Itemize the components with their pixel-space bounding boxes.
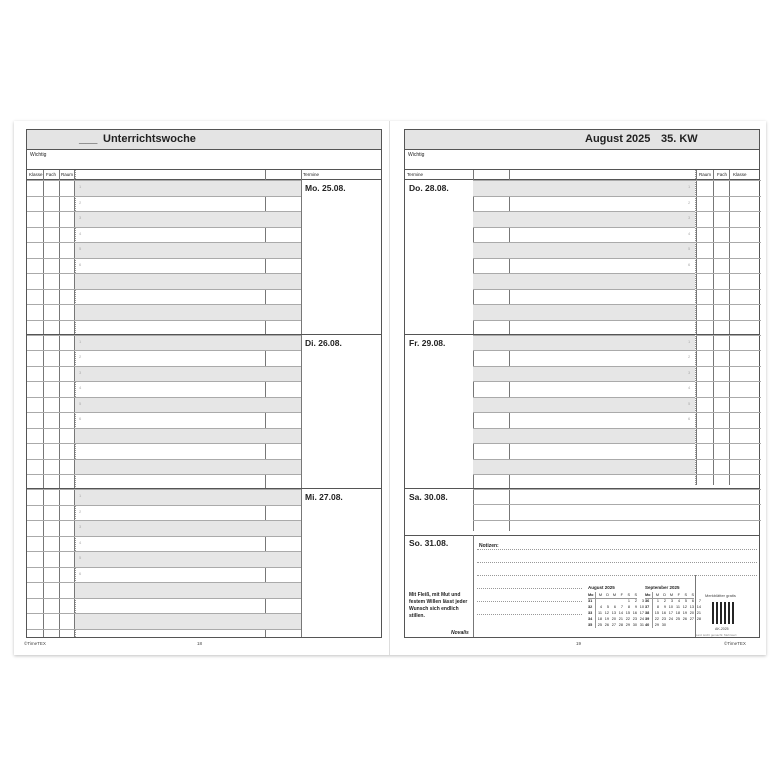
cal-week-number: 40 bbox=[645, 622, 652, 628]
wichtig-label: Wichtig bbox=[30, 152, 47, 158]
cal-day: 10 bbox=[668, 605, 673, 609]
week-number-blank[interactable]: ___ bbox=[79, 133, 98, 145]
lesson-number: 6 bbox=[79, 261, 82, 267]
lesson-row[interactable] bbox=[75, 381, 301, 397]
lesson-number: 3 bbox=[79, 369, 82, 375]
cal-day: 18 bbox=[675, 611, 680, 615]
column-header bbox=[405, 170, 759, 180]
lesson-row[interactable] bbox=[473, 397, 695, 413]
cal-day: 16 bbox=[661, 611, 666, 615]
lesson-row[interactable] bbox=[473, 289, 695, 305]
lesson-number: 4 bbox=[688, 230, 691, 236]
quote-author: Novalis bbox=[451, 630, 469, 636]
notes-line[interactable] bbox=[477, 562, 757, 563]
cal-day: 3 bbox=[641, 599, 644, 603]
lesson-row-meta[interactable] bbox=[27, 536, 75, 552]
day-label-tue: Di. 26.08. bbox=[305, 338, 342, 348]
lesson-row-meta[interactable] bbox=[27, 180, 75, 196]
lesson-row-meta[interactable] bbox=[696, 258, 761, 274]
lesson-row[interactable] bbox=[473, 273, 695, 289]
lesson-row-meta[interactable] bbox=[27, 350, 75, 366]
lesson-row-meta[interactable] bbox=[696, 289, 761, 305]
lesson-row-meta[interactable] bbox=[696, 227, 761, 243]
cal-header-cell: S bbox=[687, 592, 694, 598]
cal-day: 13 bbox=[611, 611, 616, 615]
cal-week-number: 37 bbox=[645, 604, 652, 610]
lesson-row[interactable] bbox=[75, 505, 301, 521]
cal-day: 29 bbox=[654, 623, 659, 627]
footer-brand: ©TimeTEX bbox=[724, 641, 746, 646]
cal-day bbox=[680, 622, 687, 628]
lesson-row-meta[interactable] bbox=[696, 304, 761, 320]
lesson-row[interactable] bbox=[473, 459, 695, 475]
lesson-row[interactable] bbox=[75, 258, 301, 274]
cal-day: 23 bbox=[632, 617, 637, 621]
lesson-number: 2 bbox=[79, 508, 82, 514]
lesson-number: 5 bbox=[79, 246, 82, 251]
lesson-row[interactable] bbox=[75, 289, 301, 305]
cal-day: 2 bbox=[663, 599, 666, 604]
col-raum: Raum bbox=[699, 172, 712, 177]
lesson-row[interactable] bbox=[75, 412, 301, 428]
cal-day: 29 bbox=[625, 623, 630, 627]
lesson-row-meta[interactable] bbox=[27, 412, 75, 428]
lesson-row[interactable] bbox=[75, 520, 301, 536]
lesson-row[interactable] bbox=[473, 350, 695, 366]
cal-day: 15 bbox=[654, 611, 659, 615]
cal-day: 7 bbox=[620, 605, 623, 609]
cal-day: 13 bbox=[689, 605, 694, 609]
week-number: 35. KW bbox=[661, 133, 698, 145]
day-separator bbox=[405, 334, 759, 335]
grid-line bbox=[301, 170, 302, 637]
lesson-row[interactable] bbox=[75, 180, 301, 196]
cal-day: 25 bbox=[597, 623, 602, 627]
notes-line[interactable] bbox=[477, 588, 582, 589]
cal-day: 20 bbox=[611, 617, 616, 621]
cal-day: 22 bbox=[654, 617, 659, 621]
lesson-row-meta[interactable] bbox=[27, 613, 75, 629]
lesson-row[interactable] bbox=[75, 366, 301, 382]
lesson-number: 4 bbox=[688, 385, 691, 390]
planner-spread bbox=[14, 121, 766, 655]
notizen-label: Notizen: bbox=[479, 543, 499, 549]
cal-day: 1 bbox=[627, 599, 630, 604]
col-fach: Fach bbox=[717, 172, 728, 177]
lesson-row[interactable] bbox=[473, 443, 695, 459]
cal-day: 14 bbox=[618, 611, 623, 615]
lesson-number: 3 bbox=[688, 369, 691, 375]
cal-day: 31 bbox=[639, 623, 644, 627]
cal-day: 19 bbox=[604, 617, 609, 621]
lesson-row-meta[interactable] bbox=[27, 381, 75, 397]
left-page bbox=[14, 121, 390, 655]
cal-day: 11 bbox=[598, 611, 602, 615]
day-label-wed: Mi. 27.08. bbox=[305, 492, 343, 502]
cal-day: 23 bbox=[661, 617, 666, 621]
lesson-row[interactable] bbox=[473, 381, 695, 397]
lesson-row[interactable] bbox=[75, 459, 301, 475]
cal-day bbox=[687, 622, 694, 628]
calendar-title: September 2025 bbox=[645, 585, 680, 590]
cal-day: 4 bbox=[677, 599, 680, 604]
lesson-row[interactable] bbox=[75, 489, 301, 505]
lesson-row[interactable] bbox=[473, 366, 695, 382]
cal-header-cell: S bbox=[623, 592, 630, 598]
cal-header-cell: F bbox=[673, 592, 680, 598]
lesson-number: 6 bbox=[79, 416, 82, 421]
lesson-row[interactable] bbox=[75, 582, 301, 598]
cal-day: 14 bbox=[696, 605, 701, 609]
lesson-row-meta[interactable] bbox=[27, 196, 75, 212]
day-label-thu: Do. 28.08. bbox=[409, 183, 449, 193]
cal-header-cell: M bbox=[595, 592, 602, 598]
col-klasse: Klasse bbox=[29, 172, 43, 177]
lesson-row-meta[interactable] bbox=[27, 598, 75, 614]
cal-day: 2 bbox=[634, 599, 637, 604]
lesson-row-meta[interactable] bbox=[27, 242, 75, 258]
notes-line[interactable] bbox=[477, 601, 582, 602]
cal-day: 8 bbox=[627, 605, 630, 609]
col-termine: Termine bbox=[303, 172, 320, 177]
cal-header-cell: Mo bbox=[588, 592, 594, 597]
page-number: 18 bbox=[197, 641, 203, 646]
lesson-row-meta[interactable] bbox=[696, 180, 761, 196]
lesson-row-meta[interactable] bbox=[27, 397, 75, 413]
small-print: Ganz leicht gemacht: Mehrwert bbox=[695, 633, 737, 637]
cal-week-number: 38 bbox=[645, 610, 652, 616]
lesson-row[interactable] bbox=[473, 211, 695, 227]
lesson-row[interactable] bbox=[75, 227, 301, 243]
lesson-number: 6 bbox=[688, 416, 691, 421]
lesson-row-meta[interactable] bbox=[27, 258, 75, 274]
lesson-row-meta[interactable] bbox=[27, 289, 75, 305]
lesson-row-meta[interactable] bbox=[27, 551, 75, 567]
quote-line: Mit Fleiß, mit Mut und bbox=[409, 592, 461, 598]
cal-header-cell: M bbox=[666, 592, 673, 598]
lesson-row[interactable] bbox=[473, 304, 695, 320]
lesson-number: 5 bbox=[688, 400, 691, 406]
lesson-row[interactable] bbox=[75, 335, 301, 351]
lesson-row[interactable] bbox=[75, 443, 301, 459]
lesson-row[interactable] bbox=[75, 304, 301, 320]
lesson-row-meta[interactable] bbox=[27, 304, 75, 320]
notes-line[interactable] bbox=[477, 575, 757, 576]
cal-day: 4 bbox=[599, 605, 602, 609]
saturday-row[interactable] bbox=[473, 489, 761, 505]
lesson-number: 5 bbox=[79, 555, 82, 560]
cal-day: 27 bbox=[611, 623, 616, 627]
quote-line: stillen. bbox=[409, 613, 425, 619]
day-label-sat: Sa. 30.08. bbox=[409, 492, 448, 502]
cal-week-number: 33 bbox=[588, 610, 595, 616]
cal-week-number: 35 bbox=[588, 622, 595, 628]
cal-day: 5 bbox=[684, 599, 687, 604]
week-header bbox=[27, 130, 381, 150]
cal-day: 28 bbox=[696, 617, 701, 621]
lesson-row[interactable] bbox=[75, 536, 301, 552]
lesson-number: 1 bbox=[79, 338, 82, 344]
cal-week-number: 34 bbox=[588, 616, 595, 622]
right-sheet bbox=[404, 129, 760, 638]
lesson-row[interactable] bbox=[473, 258, 695, 274]
lesson-number: 2 bbox=[79, 199, 82, 205]
lesson-row-meta[interactable] bbox=[696, 211, 761, 227]
lesson-row-meta[interactable] bbox=[696, 428, 761, 444]
notes-line[interactable] bbox=[477, 549, 757, 550]
cal-week-number: 31 bbox=[588, 598, 595, 604]
lesson-row[interactable] bbox=[473, 428, 695, 444]
cal-day: 8 bbox=[656, 605, 659, 609]
col-fach: Fach bbox=[46, 172, 57, 177]
cal-day: 30 bbox=[632, 623, 637, 627]
lesson-number: 2 bbox=[688, 199, 691, 205]
cal-header-cell: S bbox=[630, 592, 637, 598]
lesson-row-meta[interactable] bbox=[27, 582, 75, 598]
lesson-row[interactable] bbox=[473, 196, 695, 212]
cal-header-cell: D bbox=[602, 592, 609, 598]
lesson-row-meta[interactable] bbox=[27, 366, 75, 382]
cal-header-cell: Mo bbox=[645, 592, 651, 597]
cal-day: 17 bbox=[639, 611, 644, 615]
lesson-row[interactable] bbox=[75, 242, 301, 258]
wichtig-field[interactable] bbox=[405, 150, 759, 170]
lesson-number: 4 bbox=[79, 230, 82, 236]
cal-day: 5 bbox=[606, 605, 609, 609]
cal-day: 1 bbox=[656, 599, 659, 604]
cal-header-cell: M bbox=[652, 592, 659, 598]
cal-day: 7 bbox=[698, 599, 701, 603]
cal-header-cell: M bbox=[609, 592, 616, 598]
month-title: August 2025 bbox=[585, 133, 651, 145]
quote-line: festem Willen lässt jeder bbox=[409, 599, 468, 605]
lesson-number: 2 bbox=[79, 354, 82, 359]
lesson-row-meta[interactable] bbox=[27, 443, 75, 459]
lesson-row[interactable] bbox=[75, 211, 301, 227]
lesson-row-meta[interactable] bbox=[27, 428, 75, 444]
lesson-number: 4 bbox=[79, 385, 82, 390]
day-separator bbox=[27, 334, 381, 335]
lesson-row[interactable] bbox=[75, 629, 301, 645]
cal-day: 27 bbox=[689, 617, 694, 621]
cal-day: 6 bbox=[691, 599, 694, 604]
lesson-row[interactable] bbox=[473, 242, 695, 258]
lesson-row[interactable] bbox=[473, 180, 695, 196]
quote bbox=[409, 592, 467, 620]
cal-day: 20 bbox=[689, 611, 694, 615]
calendar-august bbox=[588, 585, 644, 628]
lesson-number: 1 bbox=[79, 184, 82, 189]
cal-day: 19 bbox=[682, 611, 687, 615]
cal-day bbox=[673, 622, 680, 628]
month-header bbox=[405, 130, 759, 150]
col-klasse: Klasse bbox=[733, 172, 747, 177]
lesson-row-meta[interactable] bbox=[696, 412, 761, 428]
notes-line[interactable] bbox=[477, 614, 582, 615]
cal-day: 16 bbox=[632, 611, 637, 615]
cal-day: 17 bbox=[668, 611, 673, 615]
lesson-row-meta[interactable] bbox=[27, 335, 75, 351]
cal-day: 26 bbox=[604, 623, 609, 627]
lesson-row[interactable] bbox=[473, 335, 695, 351]
cal-day: 18 bbox=[597, 617, 602, 621]
calendar-title: August 2025 bbox=[588, 585, 615, 590]
lesson-row-meta[interactable] bbox=[696, 273, 761, 289]
lesson-row[interactable] bbox=[75, 196, 301, 212]
lesson-number: 1 bbox=[688, 184, 691, 189]
col-raum: Raum bbox=[61, 172, 74, 177]
cal-day: 12 bbox=[682, 605, 687, 609]
lesson-number: 3 bbox=[79, 524, 82, 529]
lesson-row-meta[interactable] bbox=[696, 366, 761, 382]
saturday-row[interactable] bbox=[473, 520, 761, 536]
cal-day: 15 bbox=[625, 611, 630, 615]
day-separator bbox=[27, 488, 381, 489]
calendar-september bbox=[645, 585, 701, 628]
lesson-row[interactable] bbox=[473, 412, 695, 428]
grid-line bbox=[695, 575, 696, 637]
saturday-row[interactable] bbox=[473, 504, 761, 520]
cal-header-cell: F bbox=[616, 592, 623, 598]
day-label-fri: Fr. 29.08. bbox=[409, 338, 446, 348]
right-page bbox=[390, 121, 766, 655]
day-label-sun: So. 31.08. bbox=[409, 538, 449, 548]
cal-day: 24 bbox=[639, 617, 644, 621]
lesson-row[interactable] bbox=[75, 613, 301, 629]
cal-day: 22 bbox=[625, 617, 630, 621]
footer-brand: ©TimeTEX bbox=[24, 641, 46, 646]
lesson-row-meta[interactable] bbox=[696, 381, 761, 397]
quote-line: Wunsch sich endlich bbox=[409, 606, 459, 612]
cal-day: 9 bbox=[634, 605, 637, 609]
page-title: Unterrichtswoche bbox=[103, 133, 196, 145]
lesson-row[interactable] bbox=[75, 273, 301, 289]
lesson-row[interactable] bbox=[75, 350, 301, 366]
lesson-row[interactable] bbox=[75, 428, 301, 444]
cal-day: 28 bbox=[618, 623, 623, 627]
column-header bbox=[27, 170, 381, 180]
cal-day: 25 bbox=[675, 617, 680, 621]
cal-day: 26 bbox=[682, 617, 687, 621]
qr-caption: Merkblätter gratis bbox=[705, 593, 736, 598]
lesson-row-meta[interactable] bbox=[27, 520, 75, 536]
wichtig-label: Wichtig bbox=[408, 152, 425, 158]
lesson-row-meta[interactable] bbox=[696, 335, 761, 351]
lesson-row-meta[interactable] bbox=[27, 211, 75, 227]
lesson-number: 4 bbox=[79, 539, 82, 545]
cal-week-number: 36 bbox=[645, 598, 652, 604]
lesson-number: 3 bbox=[79, 215, 82, 220]
lesson-row-meta[interactable] bbox=[27, 459, 75, 475]
lesson-number: 5 bbox=[79, 400, 82, 406]
page-number: 19 bbox=[576, 641, 582, 646]
cal-day: 10 bbox=[639, 605, 644, 609]
lesson-row-meta[interactable] bbox=[696, 242, 761, 258]
lesson-row-meta[interactable] bbox=[696, 196, 761, 212]
lesson-number: 2 bbox=[688, 354, 691, 359]
lesson-row-meta[interactable] bbox=[27, 489, 75, 505]
day-separator bbox=[405, 535, 759, 536]
lesson-row-meta[interactable] bbox=[696, 443, 761, 459]
cal-day: 21 bbox=[618, 617, 623, 621]
cal-day: 30 bbox=[661, 623, 666, 627]
lesson-number: 6 bbox=[79, 570, 82, 576]
qr-code-label: AK-2025 bbox=[715, 627, 729, 631]
lesson-row-meta[interactable] bbox=[27, 273, 75, 289]
cal-header-cell: S bbox=[680, 592, 687, 598]
lesson-number: 5 bbox=[688, 246, 691, 251]
cal-day: 12 bbox=[604, 611, 609, 615]
lesson-row-meta[interactable] bbox=[696, 459, 761, 475]
cal-day: 11 bbox=[676, 605, 680, 609]
lesson-number: 1 bbox=[688, 338, 691, 344]
lesson-row-meta[interactable] bbox=[696, 397, 761, 413]
lesson-number: 1 bbox=[79, 493, 82, 498]
lesson-number: 6 bbox=[688, 261, 691, 267]
lesson-number: 3 bbox=[688, 215, 691, 220]
lesson-row-meta[interactable] bbox=[27, 227, 75, 243]
lesson-row-meta[interactable] bbox=[27, 505, 75, 521]
wichtig-field[interactable] bbox=[27, 150, 381, 170]
col-termine: Termine bbox=[407, 172, 424, 177]
lesson-row[interactable] bbox=[75, 397, 301, 413]
cal-day: 6 bbox=[613, 605, 616, 609]
lesson-row[interactable] bbox=[75, 598, 301, 614]
cal-day: 3 bbox=[670, 599, 673, 604]
lesson-row-meta[interactable] bbox=[27, 567, 75, 583]
lesson-row[interactable] bbox=[75, 567, 301, 583]
lesson-row[interactable] bbox=[473, 227, 695, 243]
lesson-row[interactable] bbox=[75, 551, 301, 567]
left-sheet bbox=[26, 129, 382, 638]
cal-week-number: 39 bbox=[645, 616, 652, 622]
grid-line bbox=[473, 535, 474, 637]
cal-day bbox=[666, 622, 673, 628]
lesson-row-meta[interactable] bbox=[696, 350, 761, 366]
day-label-mon: Mo. 25.08. bbox=[305, 183, 346, 193]
cal-header-cell: D bbox=[659, 592, 666, 598]
cal-day: 21 bbox=[696, 611, 701, 615]
cal-day: 9 bbox=[663, 605, 666, 609]
cal-day: 24 bbox=[668, 617, 673, 621]
cal-week-number: 32 bbox=[588, 604, 595, 610]
qr-code-icon[interactable] bbox=[712, 602, 734, 624]
